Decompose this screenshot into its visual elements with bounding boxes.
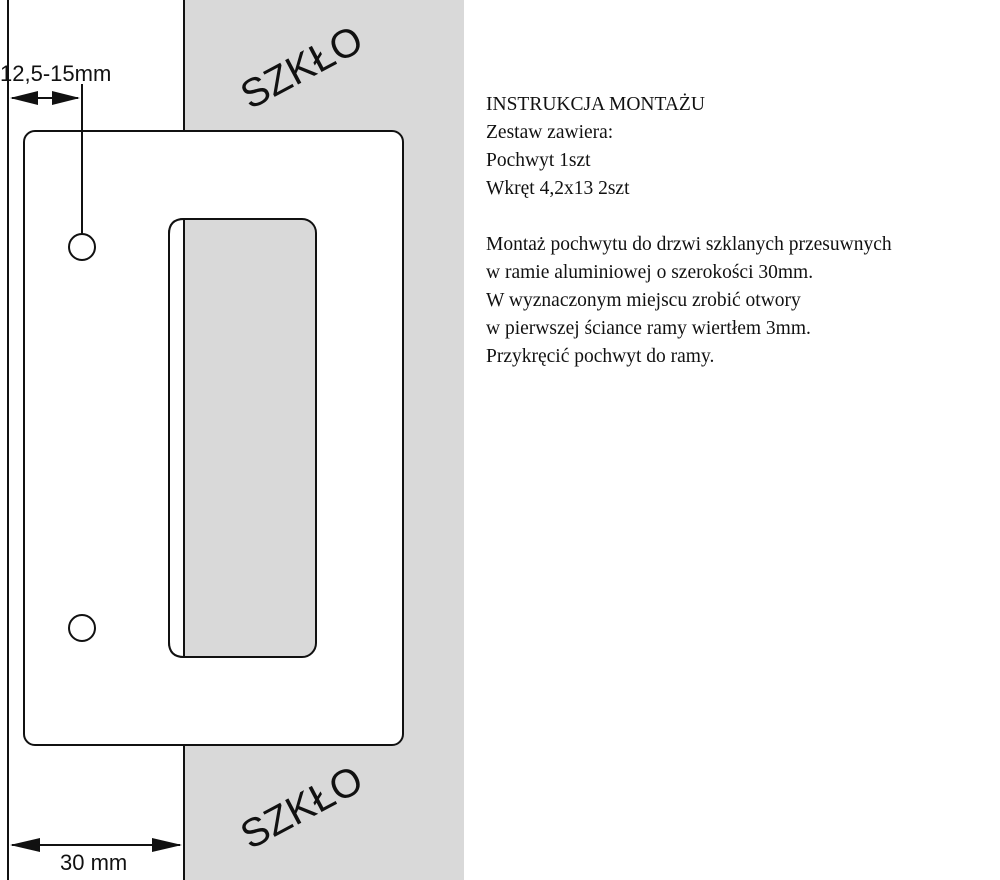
offset-dimension-label: 12,5-15mm xyxy=(0,61,112,86)
glass-label-top: SZKŁO xyxy=(233,17,371,118)
handle-grip-lip xyxy=(169,219,184,657)
frame-width-arrow-left xyxy=(10,838,40,852)
instruction-step: W wyznaczonym miejscu zrobić otwory xyxy=(486,290,801,311)
instructions-title: INSTRUKCJA MONTAŻU xyxy=(486,94,705,115)
instruction-step: Przykręcić pochwyt do ramy. xyxy=(486,346,715,367)
kit-item: Pochwyt 1szt xyxy=(486,150,591,171)
kit-heading: Zestaw zawiera: xyxy=(486,122,614,143)
offset-arrow-left xyxy=(10,91,38,105)
screw-hole-top xyxy=(69,234,95,260)
instruction-step: w pierwszej ściance ramy wiertłem 3mm. xyxy=(486,318,811,339)
frame-width-dimension-label: 30 mm xyxy=(60,850,128,875)
frame-width-arrow-right xyxy=(152,838,182,852)
instructions-block xyxy=(486,91,1000,371)
kit-item: Wkręt 4,2x13 2szt xyxy=(486,178,630,199)
glass-label-bottom: SZKŁO xyxy=(233,757,371,858)
screw-hole-bottom xyxy=(69,615,95,641)
handle-grip-recess xyxy=(169,219,316,657)
instruction-step: w ramie aluminiowej o szerokości 30mm. xyxy=(486,262,814,283)
offset-arrow-right xyxy=(52,91,80,105)
instruction-step: Montaż pochwytu do drzwi szklanych przesuwnych xyxy=(486,234,892,255)
